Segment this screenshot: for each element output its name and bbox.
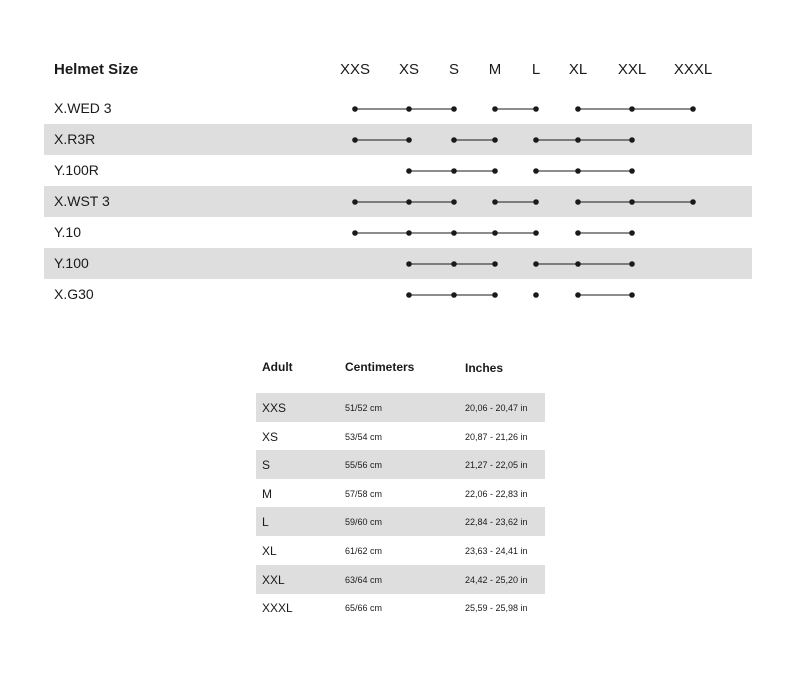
size-dot [690, 106, 696, 112]
size-dot [629, 261, 635, 267]
table-cell-centimeters: 63/64 cm [345, 574, 383, 585]
size-dot [629, 292, 635, 298]
table-cell-inches: 20,87 - 21,26 in [465, 431, 528, 442]
size-dot [690, 199, 696, 205]
size-dot [492, 137, 498, 143]
size-dot [533, 168, 539, 174]
size-dot [451, 106, 457, 112]
table-cell-inches: 21,27 - 22,05 in [465, 460, 528, 471]
size-dot [575, 137, 581, 143]
table-cell-inches: 22,06 - 22,83 in [465, 488, 528, 499]
table-cell-centimeters: 53/54 cm [345, 431, 383, 442]
table-cell-size: L [262, 515, 269, 530]
size-dot [406, 261, 412, 267]
model-name: Y.10 [54, 224, 81, 240]
size-column-xs: XS [398, 61, 420, 78]
model-name: Y.100 [54, 255, 89, 271]
size-column-xl: XL [568, 61, 588, 78]
size-dot [406, 168, 412, 174]
size-dot [492, 292, 498, 298]
table-cell-centimeters: 61/62 cm [345, 546, 383, 556]
size-dot [575, 199, 581, 205]
size-dot [406, 230, 412, 236]
size-dot [406, 137, 412, 143]
model-name: X.WED 3 [54, 100, 112, 116]
size-dot [451, 137, 457, 143]
size-dot [352, 106, 358, 112]
size-dot [575, 168, 581, 174]
size-dot [352, 137, 358, 143]
table-cell-size: XXXL [262, 601, 293, 616]
size-dot [492, 168, 498, 174]
size-dot [406, 106, 412, 112]
size-dot [533, 106, 539, 112]
size-column-l: L [531, 61, 541, 78]
table-cell-size: M [262, 486, 272, 501]
table-header-centimeters: Centimeters [345, 360, 415, 374]
model-name: X.R3R [54, 131, 96, 147]
size-column-xxxl: XXXL [673, 61, 713, 78]
size-dot [575, 106, 581, 112]
size-dot [492, 106, 498, 112]
size-dot [575, 261, 581, 267]
size-dot [533, 230, 539, 236]
size-column-xxs: XXS [339, 61, 371, 78]
size-dot [575, 230, 581, 236]
size-dot [451, 168, 457, 174]
size-column-xxl: XXL [617, 61, 647, 78]
size-dot [492, 199, 498, 205]
size-dot [629, 230, 635, 236]
size-dot [451, 261, 457, 267]
table-cell-inches: 20,06 - 20,47 in [465, 403, 528, 413]
model-name: Y.100R [54, 162, 99, 178]
size-dot [629, 137, 635, 143]
table-cell-inches: 22,84 - 23,62 in [465, 517, 528, 528]
table-cell-size: XXS [262, 401, 287, 415]
table-header-inches: Inches [465, 361, 504, 375]
table-cell-inches: 24,42 - 25,20 in [465, 574, 528, 585]
table-cell-centimeters: 57/58 cm [345, 488, 383, 499]
table-cell-inches: 25,59 - 25,98 in [465, 603, 528, 614]
table-header-adult: Adult [262, 360, 293, 374]
table-cell-centimeters: 51/52 cm [345, 403, 383, 413]
size-dot [533, 199, 539, 205]
helmet-size-heading: Helmet Size [54, 61, 139, 78]
size-dot [451, 292, 457, 298]
table-cell-size: XS [262, 429, 279, 444]
size-dot [533, 292, 539, 298]
table-cell-inches: 23,63 - 24,41 in [465, 546, 528, 556]
size-dot [451, 199, 457, 205]
size-column-m: M [488, 61, 502, 78]
size-dot [629, 199, 635, 205]
size-dot [533, 137, 539, 143]
model-name: X.WST 3 [54, 193, 110, 209]
size-column-s: S [448, 61, 460, 78]
size-dot [352, 199, 358, 205]
size-dot [533, 261, 539, 267]
size-dot [352, 230, 358, 236]
table-cell-centimeters: 55/56 cm [345, 460, 383, 471]
table-cell-centimeters: 59/60 cm [345, 517, 383, 528]
size-dot [629, 106, 635, 112]
size-dot [406, 292, 412, 298]
size-dot [492, 261, 498, 267]
table-cell-size: XXL [262, 572, 285, 587]
size-dot [492, 230, 498, 236]
table-cell-centimeters: 65/66 cm [345, 603, 383, 614]
table-cell-size: S [262, 458, 271, 473]
model-name: X.G30 [54, 286, 94, 302]
table-cell-size: XL [262, 544, 277, 558]
size-dot [406, 199, 412, 205]
size-dot [451, 230, 457, 236]
size-dot [629, 168, 635, 174]
size-dot [575, 292, 581, 298]
